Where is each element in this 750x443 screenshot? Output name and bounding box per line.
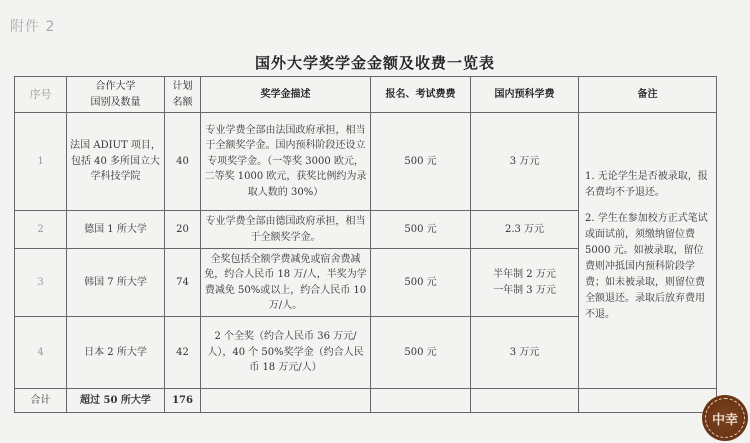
row-quota: 20 [165,211,201,249]
row-seq: 3 [15,249,67,317]
seal-logo [702,395,748,441]
row-fees: 500 元 [371,113,471,211]
header-notes: 备注 [579,77,717,113]
seal-ring [705,398,745,438]
total-empty [471,389,579,413]
row-partner: 日本 2 所大学 [67,317,165,389]
total-label: 合计 [15,389,67,413]
page-title: 国外大学奖学金金额及收费一览表 [254,54,495,72]
row-quota: 40 [165,113,201,211]
header-fees: 报名、考试费费 [371,77,471,113]
row-partner: 德国 1 所大学 [67,211,165,249]
row-domestic: 半年制 2 万元 一年制 3 万元 [471,249,579,317]
row-quota: 42 [165,317,201,389]
header-quota: 计划 名额 [165,77,201,113]
row-partner: 法国 ADIUT 项目，包括 40 多所国立大学科技学院 [67,113,165,211]
row-domestic: 3 万元 [471,113,579,211]
row-fees: 500 元 [371,211,471,249]
row-scholarship: 全奖包括全额学费减免或宿舍费减免，约合人民币 18 万/人，半奖为学费减免 50%或以上，约合人民币 10 万/人。 [201,249,371,317]
row-seq: 1 [15,113,67,211]
header-scholarship: 奖学金描述 [201,77,371,113]
row-scholarship: 专业学费全部由德国政府承担，相当于全额奖学金。 [201,211,371,249]
note-1: 1. 无论学生是否被录取，报名费均不予退还。 [585,170,708,198]
row-quota: 74 [165,249,201,317]
table-row [15,113,717,211]
header-partner: 合作大学 国别及数量 [67,77,165,113]
header-seq: 序号 [15,77,67,113]
row-domestic: 2.3 万元 [471,211,579,249]
row-seq: 4 [15,317,67,389]
row-seq: 2 [15,211,67,249]
row-scholarship: 专业学费全部由法国政府承担，相当于全额奖学金。国内预科阶段还设立专项奖学金。（一等奖 3000 欧元，二等奖 1000 欧元，获奖比例约为录取人数的 30%） [201,113,371,211]
total-empty [579,389,717,413]
scholarship-table [14,76,717,413]
notes-cell [579,113,717,389]
header-domestic: 国内预科学费 [471,77,579,113]
row-partner: 韩国 7 所大学 [67,249,165,317]
total-row [15,389,717,413]
total-empty [201,389,371,413]
total-quota: 176 [165,389,201,413]
seal-text: 中幸 [711,412,738,428]
total-empty [371,389,471,413]
attachment-label: 附件 2 [10,19,56,35]
row-scholarship: 2 个全奖（约合人民币 36 万元/人），40 个 50%奖学金（约合人民币 18 万元/人） [201,317,371,389]
total-partner: 超过 50 所大学 [67,389,165,413]
row-fees: 500 元 [371,249,471,317]
note-2: 2. 学生在参加校方正式笔试或面试前，须缴纳留位费 5000 元。如被录取，留位费则冲抵国内预科阶段学费；如未被录取，则留位费全额退还。录取后放弃费用不退。 [585,212,708,320]
row-domestic: 3 万元 [471,317,579,389]
header-row [15,77,717,113]
row-fees: 500 元 [371,317,471,389]
